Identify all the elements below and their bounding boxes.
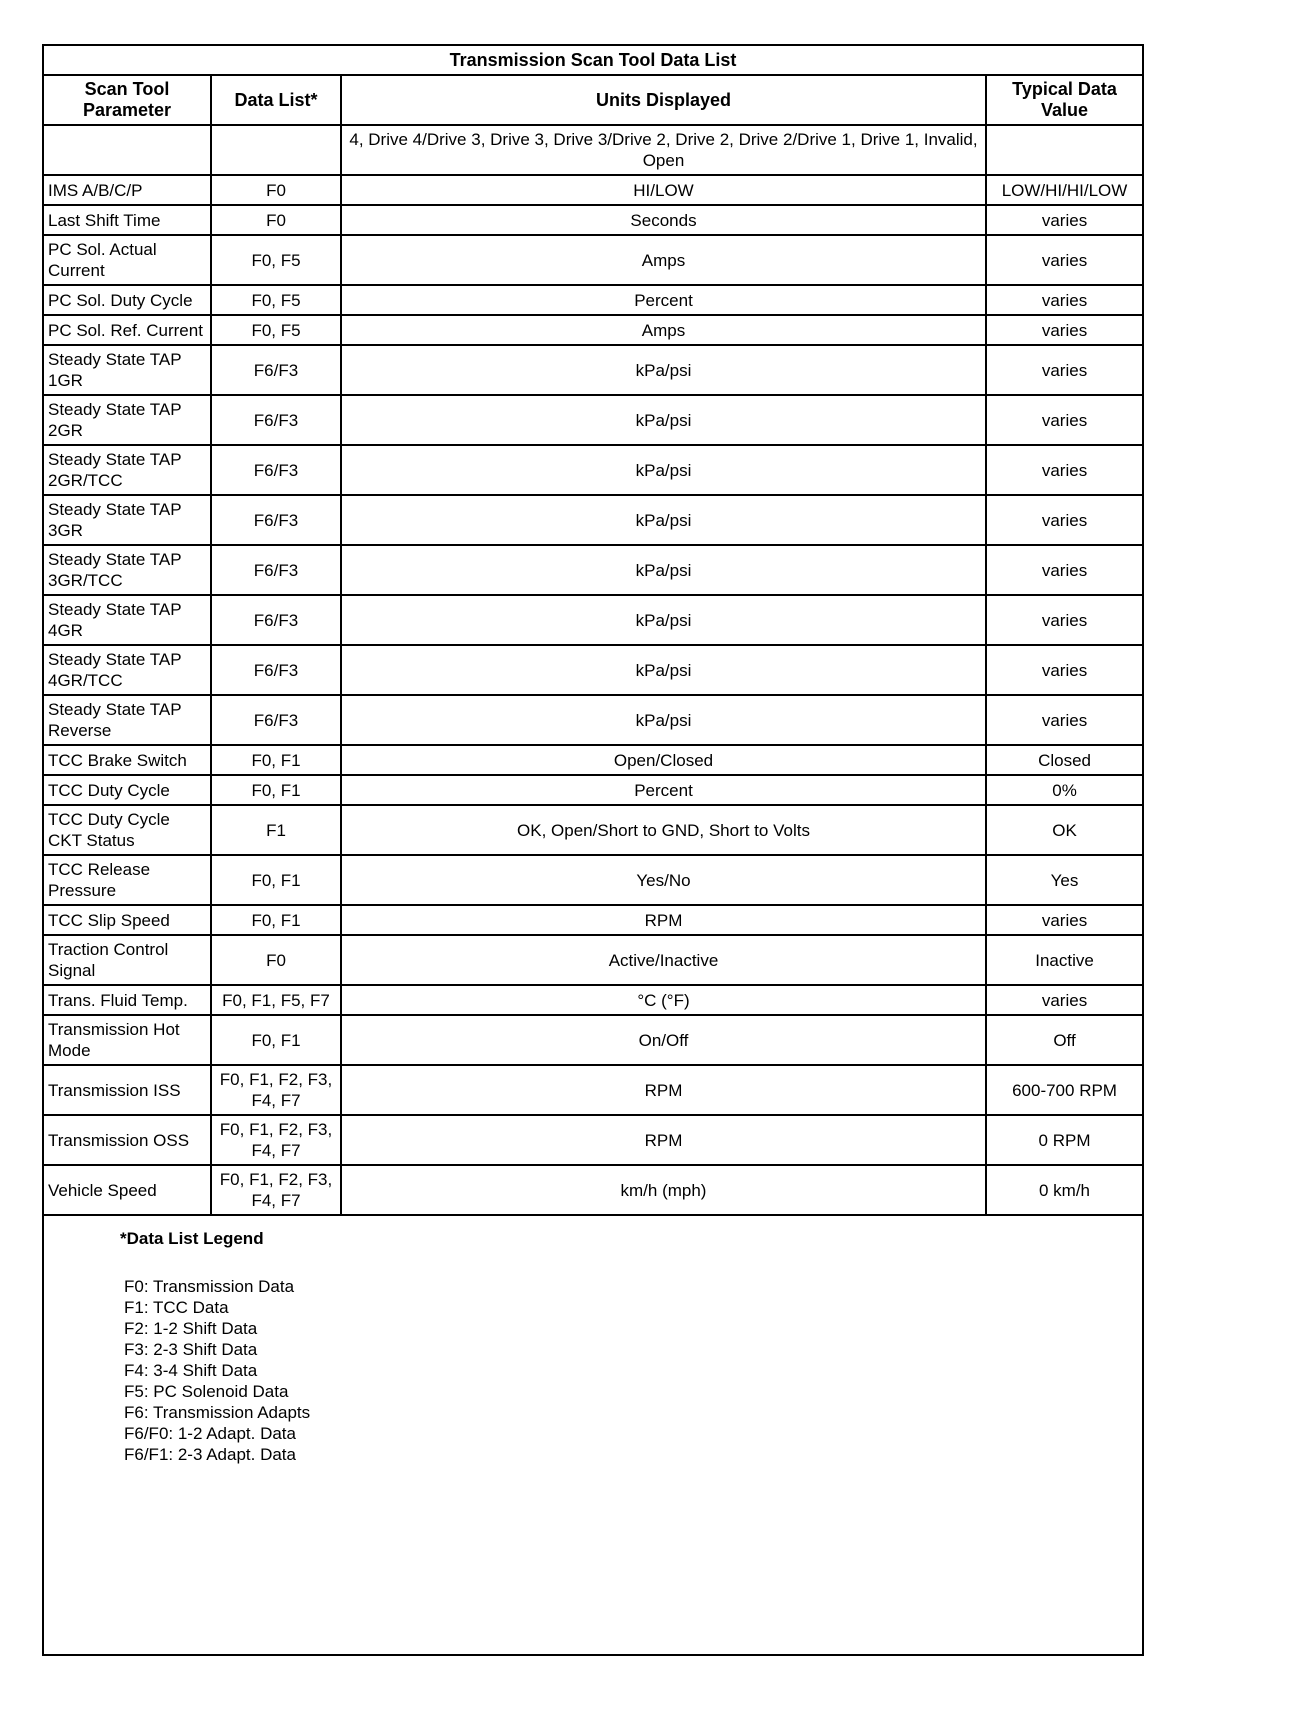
cell-typical-value: varies [986,495,1143,545]
table-row [43,1015,1143,1065]
table-row [43,595,1143,645]
cell-typical-value: Inactive [986,935,1143,985]
cell-parameter: PC Sol. Ref. Current [43,315,211,345]
cell-parameter: Steady State TAP 1GR [43,345,211,395]
cell-units: °C (°F) [341,985,986,1015]
cell-data-list: F0, F5 [211,285,341,315]
cell-data-list: F0, F1, F2, F3, F4, F7 [211,1115,341,1165]
cell-typical-value: LOW/HI/HI/LOW [986,175,1143,205]
cell-data-list: F0 [211,205,341,235]
legend-item: F2: 1-2 Shift Data [124,1319,258,1338]
table-row [43,905,1143,935]
cell-units: kPa/psi [341,695,986,745]
cell-units: Percent [341,285,986,315]
cell-units: kPa/psi [341,495,986,545]
column-header-typical-data-value: Typical Data Value [986,75,1143,125]
cell-parameter: PC Sol. Duty Cycle [43,285,211,315]
cell-typical-value: 600-700 RPM [986,1065,1143,1115]
legend-item: F6/F0: 1-2 Adapt. Data [124,1424,296,1443]
table-row [43,125,1143,175]
cell-units: kPa/psi [341,445,986,495]
legend-item: F3: 2-3 Shift Data [124,1340,258,1359]
cell-data-list: F6/F3 [211,495,341,545]
cell-parameter [43,125,211,175]
table-row [43,1165,1143,1215]
cell-units: Yes/No [341,855,986,905]
cell-data-list: F6/F3 [211,445,341,495]
cell-data-list: F0 [211,175,341,205]
legend-item: F6/F1: 2-3 Adapt. Data [124,1445,296,1464]
cell-data-list: F0, F5 [211,315,341,345]
table-row [43,645,1143,695]
table-body [43,125,1143,1215]
column-header-data-list: Data List* [211,75,341,125]
table-row [43,395,1143,445]
table-row [43,745,1143,775]
cell-units: RPM [341,905,986,935]
cell-typical-value: 0 km/h [986,1165,1143,1215]
cell-parameter: Steady State TAP Reverse [43,695,211,745]
table-row [43,175,1143,205]
cell-parameter: Steady State TAP 3GR [43,495,211,545]
legend-list [44,1276,1132,1465]
cell-parameter: Transmission Hot Mode [43,1015,211,1065]
cell-units: Open/Closed [341,745,986,775]
legend-item: F0: Transmission Data [124,1277,295,1296]
column-header-units-displayed: Units Displayed [341,75,986,125]
cell-units: kPa/psi [341,545,986,595]
cell-units: kPa/psi [341,645,986,695]
table-row [43,495,1143,545]
cell-units: kPa/psi [341,345,986,395]
cell-parameter: TCC Brake Switch [43,745,211,775]
table-row [43,775,1143,805]
table-row [43,855,1143,905]
cell-data-list [211,125,341,175]
cell-units: 4, Drive 4/Drive 3, Drive 3, Drive 3/Drive 2, Drive 2, Drive 2/Drive 1, Drive 1, Invalid, Open [341,125,986,175]
cell-typical-value: varies [986,695,1143,745]
cell-typical-value: varies [986,315,1143,345]
cell-typical-value: Closed [986,745,1143,775]
cell-typical-value [986,125,1143,175]
legend-item: F1: TCC Data [124,1298,229,1317]
cell-typical-value: varies [986,205,1143,235]
cell-parameter: Steady State TAP 2GR [43,395,211,445]
cell-units: kPa/psi [341,595,986,645]
table-header-row [43,75,1143,125]
cell-data-list: F0, F1, F2, F3, F4, F7 [211,1065,341,1115]
cell-data-list: F0, F1 [211,775,341,805]
cell-units: OK, Open/Short to GND, Short to Volts [341,805,986,855]
cell-data-list: F6/F3 [211,395,341,445]
cell-typical-value: Yes [986,855,1143,905]
cell-typical-value: varies [986,345,1143,395]
table-row [43,445,1143,495]
cell-units: HI/LOW [341,175,986,205]
cell-data-list: F1 [211,805,341,855]
cell-typical-value: varies [986,985,1143,1015]
table-row [43,285,1143,315]
table-title-row [43,45,1143,75]
column-header-scan-tool-parameter: Scan Tool Parameter [43,75,211,125]
cell-parameter: IMS A/B/C/P [43,175,211,205]
cell-units: RPM [341,1065,986,1115]
cell-typical-value: varies [986,395,1143,445]
table-row [43,1115,1143,1165]
cell-typical-value: varies [986,595,1143,645]
cell-parameter: Steady State TAP 4GR/TCC [43,645,211,695]
cell-units: RPM [341,1115,986,1165]
cell-units: On/Off [341,1015,986,1065]
cell-data-list: F6/F3 [211,545,341,595]
cell-parameter: Vehicle Speed [43,1165,211,1215]
legend-row [43,1215,1143,1655]
scan-tool-data-table [42,44,1144,1656]
cell-data-list: F0, F1 [211,1015,341,1065]
table-row [43,545,1143,595]
cell-typical-value: 0% [986,775,1143,805]
cell-typical-value: varies [986,905,1143,935]
cell-units: Percent [341,775,986,805]
cell-units: km/h (mph) [341,1165,986,1215]
cell-typical-value: OK [986,805,1143,855]
cell-parameter: TCC Duty Cycle CKT Status [43,805,211,855]
cell-parameter: Transmission ISS [43,1065,211,1115]
cell-units: Active/Inactive [341,935,986,985]
legend-item: F6: Transmission Adapts [124,1403,311,1422]
cell-typical-value: Off [986,1015,1143,1065]
table-row [43,315,1143,345]
cell-data-list: F0, F5 [211,235,341,285]
table-row [43,985,1143,1015]
cell-typical-value: varies [986,285,1143,315]
cell-units: Amps [341,315,986,345]
cell-parameter: Trans. Fluid Temp. [43,985,211,1015]
cell-parameter: TCC Duty Cycle [43,775,211,805]
cell-data-list: F6/F3 [211,695,341,745]
cell-units: Seconds [341,205,986,235]
table-row [43,695,1143,745]
cell-parameter: Steady State TAP 3GR/TCC [43,545,211,595]
table-row [43,205,1143,235]
cell-parameter: PC Sol. Actual Current [43,235,211,285]
legend-item: F4: 3-4 Shift Data [124,1361,258,1380]
cell-units: Amps [341,235,986,285]
cell-typical-value: 0 RPM [986,1115,1143,1165]
cell-parameter: Transmission OSS [43,1115,211,1165]
cell-data-list: F6/F3 [211,595,341,645]
cell-data-list: F6/F3 [211,345,341,395]
table-row [43,935,1143,985]
cell-parameter: Steady State TAP 2GR/TCC [43,445,211,495]
cell-parameter: Steady State TAP 4GR [43,595,211,645]
cell-data-list: F0, F1 [211,905,341,935]
table-row [43,805,1143,855]
legend-item: F5: PC Solenoid Data [124,1382,289,1401]
cell-typical-value: varies [986,645,1143,695]
cell-data-list: F0, F1 [211,855,341,905]
table-row [43,235,1143,285]
cell-data-list: F0, F1 [211,745,341,775]
table-title: Transmission Scan Tool Data List [43,45,1143,75]
cell-parameter: Last Shift Time [43,205,211,235]
cell-data-list: F0, F1, F2, F3, F4, F7 [211,1165,341,1215]
cell-data-list: F6/F3 [211,645,341,695]
cell-parameter: TCC Release Pressure [43,855,211,905]
cell-parameter: TCC Slip Speed [43,905,211,935]
cell-typical-value: varies [986,545,1143,595]
table-row [43,345,1143,395]
cell-data-list: F0, F1, F5, F7 [211,985,341,1015]
legend-heading: *Data List Legend [120,1229,264,1248]
table-row [43,1065,1143,1115]
cell-typical-value: varies [986,235,1143,285]
cell-typical-value: varies [986,445,1143,495]
cell-parameter: Traction Control Signal [43,935,211,985]
cell-units: kPa/psi [341,395,986,445]
legend-section [43,1215,1143,1655]
cell-data-list: F0 [211,935,341,985]
